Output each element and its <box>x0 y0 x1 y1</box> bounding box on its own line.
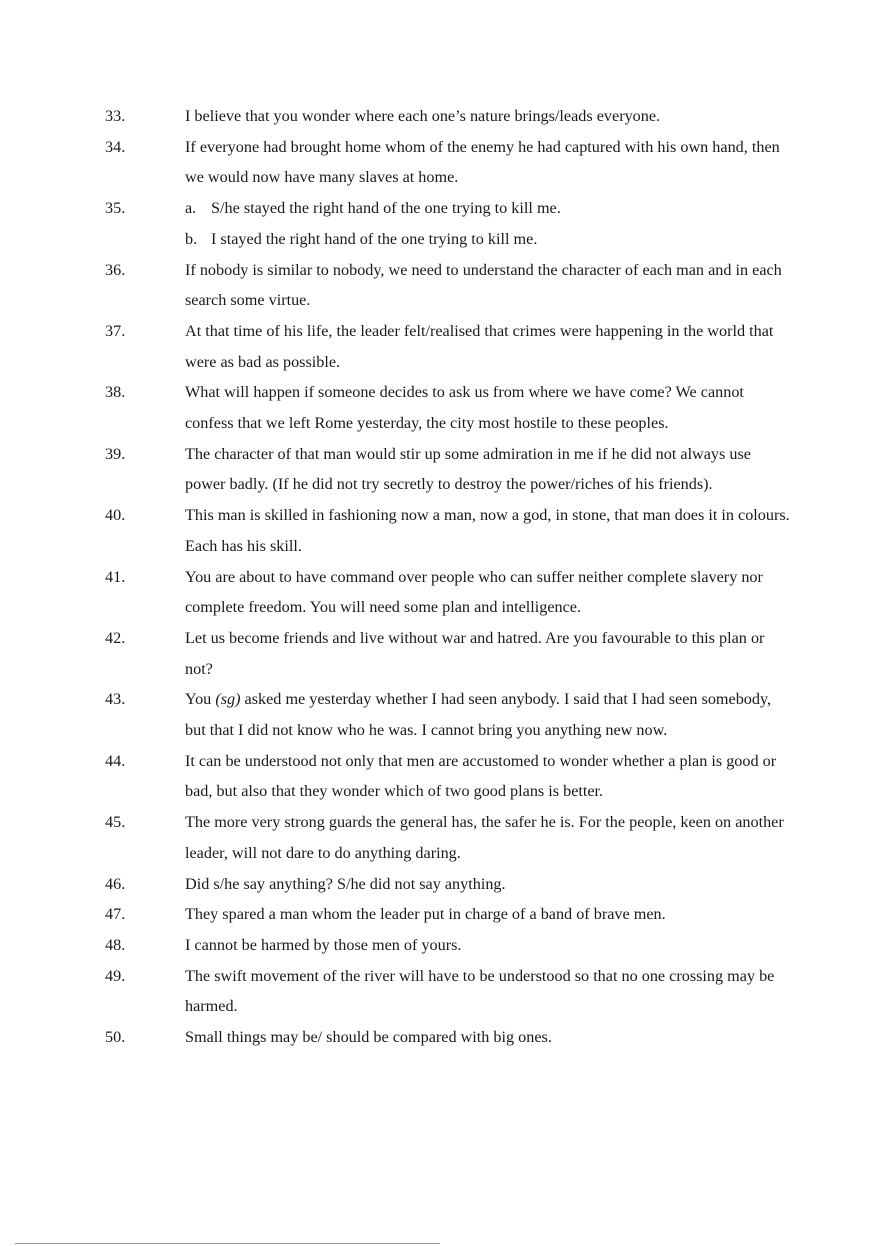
item-text: If nobody is similar to nobody, we need to understand the character of each man and in each search some virtue. <box>185 260 782 310</box>
list-item <box>0 930 880 961</box>
item-number: 36. <box>105 260 126 279</box>
item-number: 43. <box>105 690 126 709</box>
list-item <box>0 101 880 132</box>
item-text: The more very strong guards the general has, the safer he is. For the people, keen on another leader, will not dare to do anything daring. <box>185 813 784 862</box>
item-number: 50. <box>105 1028 126 1047</box>
footnote-divider <box>15 1243 440 1244</box>
item-number: 41. <box>105 567 126 586</box>
item-text: You are about to have command over people who can suffer neither complete slavery nor complete freedom. You will need some plan and intelligence. <box>185 567 763 617</box>
item-text-italic: (sg) <box>215 690 241 709</box>
list-item <box>0 377 880 438</box>
item-number: 37. <box>105 321 126 340</box>
item-text-after: asked me yesterday whether I had seen anybody. I said that I had seen somebody, but that I did not know who he was. I cannot bring you anything new now. <box>185 690 772 740</box>
translation-list <box>0 101 880 1053</box>
item-number: 40. <box>105 506 126 525</box>
list-item <box>0 746 880 807</box>
item-text: Let us become friends and live without war and hatred. Are you favourable to this plan or not? <box>185 628 765 678</box>
list-item <box>0 193 880 254</box>
item-number: 42. <box>105 628 126 647</box>
item-text: I believe that you wonder where each one’s nature brings/leads everyone. <box>185 107 661 125</box>
list-item <box>0 316 880 377</box>
item-text: The swift movement of the river will have to be understood so that no one crossing may be harmed. <box>185 966 775 1016</box>
item-text: This man is skilled in fashioning now a man, now a god, in stone, that man does it in colours. Each has his skill. <box>185 506 790 555</box>
list-item <box>0 869 880 900</box>
sub-item-label: b. <box>185 229 198 248</box>
item-number: 35. <box>105 199 126 218</box>
list-item <box>0 807 880 868</box>
item-number: 44. <box>105 751 126 770</box>
sub-item-text: S/he stayed the right hand of the one trying to kill me. <box>211 199 561 218</box>
item-text-before: You <box>185 690 216 709</box>
item-text: The character of that man would stir up some admiration in me if he did not always use power badly. (If he did not try secretly to destroy the power/riches of his friends). <box>185 444 751 494</box>
item-number: 34. <box>105 137 126 156</box>
list-item <box>0 439 880 500</box>
sub-item-text: I stayed the right hand of the one trying to kill me. <box>211 229 538 248</box>
list-item <box>0 255 880 316</box>
item-text: It can be understood not only that men are accustomed to wonder whether a plan is good or bad, but also that they wonder which of two good plans is better. <box>185 751 777 801</box>
item-text: Did s/he say anything? S/he did not say anything. <box>185 874 506 893</box>
item-number: 47. <box>105 905 126 924</box>
item-text <box>185 193 790 254</box>
item-number: 49. <box>105 966 126 985</box>
list-item <box>0 500 880 561</box>
item-number: 38. <box>105 383 126 402</box>
item-number: 39. <box>105 444 126 463</box>
list-item <box>0 899 880 930</box>
sub-item-b <box>185 224 790 255</box>
item-number: 48. <box>105 935 126 954</box>
item-text <box>185 684 790 745</box>
item-number: 33. <box>105 107 126 125</box>
list-item <box>0 623 880 684</box>
item-text: If everyone had brought home whom of the enemy he had captured with his own hand, then we would now have many slaves at home. <box>185 137 780 187</box>
list-item <box>0 684 880 745</box>
item-text: I cannot be harmed by those men of yours. <box>185 935 462 954</box>
item-text: At that time of his life, the leader felt/realised that crimes were happening in the world that were as bad as possible. <box>185 321 774 371</box>
item-number: 46. <box>105 874 126 893</box>
item-text: What will happen if someone decides to ask us from where we have come? We cannot confess that we left Rome yesterday, the city most hostile to these peoples. <box>185 383 744 433</box>
sub-item-label: a. <box>185 199 197 218</box>
list-item <box>0 961 880 1022</box>
item-text: They spared a man whom the leader put in charge of a band of brave men. <box>185 905 666 924</box>
list-item <box>0 1022 880 1053</box>
list-item <box>0 132 880 193</box>
item-number: 45. <box>105 813 126 832</box>
sub-item-a <box>185 193 790 224</box>
list-item <box>0 562 880 623</box>
item-text: Small things may be/ should be compared with big ones. <box>185 1028 552 1047</box>
